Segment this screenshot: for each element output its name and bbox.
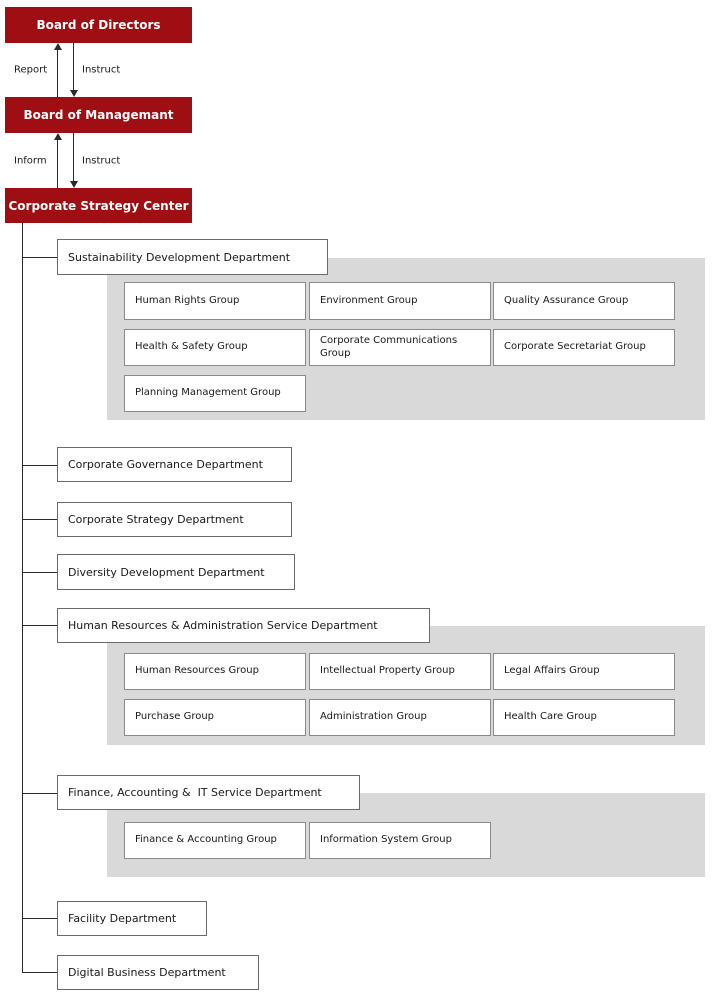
down-arrow-icon	[70, 90, 78, 97]
dept-box-finance: Finance, Accounting & IT Service Department	[57, 775, 360, 810]
group-box-purchase: Purchase Group	[124, 699, 306, 736]
dept-box-diversity: Diversity Development Department	[57, 554, 295, 590]
corporate-strategy-center-box: Corporate Strategy Center	[5, 188, 192, 223]
instruct-label: Instruct	[82, 64, 121, 76]
down-arrow-icon	[70, 181, 78, 188]
board-of-management-box: Board of Managemant	[5, 97, 192, 133]
dept-box-strategy: Corporate Strategy Department	[57, 502, 292, 537]
inform-label: Inform	[14, 155, 47, 166]
branch-line-digital	[22, 972, 57, 973]
group-box-human-rights: Human Rights Group	[124, 282, 306, 320]
group-box-planning-management: Planning Management Group	[124, 375, 306, 412]
group-box-legal-affairs: Legal Affairs Group	[493, 653, 675, 690]
down-arrow-line	[73, 43, 74, 91]
up-arrow-line	[57, 139, 58, 188]
dept-box-digital: Digital Business Department	[57, 955, 259, 990]
group-box-information-system: Information System Group	[309, 822, 491, 859]
link-directors-management	[5, 43, 192, 97]
branch-line-finance	[22, 793, 57, 794]
up-arrow-icon	[54, 43, 62, 50]
dept-box-governance: Corporate Governance Department	[57, 447, 292, 482]
group-box-quality-assurance: Quality Assurance Group	[493, 282, 675, 320]
group-box-finance-accounting: Finance & Accounting Group	[124, 822, 306, 859]
group-box-corporate-secretariat: Corporate Secretariat Group	[493, 329, 675, 366]
group-box-administration: Administration Group	[309, 699, 491, 736]
instruct-label: Instruct	[82, 155, 121, 166]
branch-line-governance	[22, 465, 57, 466]
dept-box-hr-admin: Human Resources & Administration Service Department	[57, 608, 430, 643]
group-box-corporate-communications: Corporate Communications Group	[309, 329, 491, 366]
group-box-environment: Environment Group	[309, 282, 491, 320]
branch-line-strategy	[22, 519, 57, 520]
branch-line-diversity	[22, 572, 57, 573]
branch-line-facility	[22, 918, 57, 919]
dept-box-facility: Facility Department	[57, 901, 207, 936]
report-label: Report	[14, 64, 48, 76]
up-arrow-icon	[54, 133, 62, 140]
link-management-strategy-center	[5, 133, 192, 188]
trunk-line	[22, 223, 23, 973]
branch-line-sustainability	[22, 257, 57, 258]
group-box-health-care: Health Care Group	[493, 699, 675, 736]
group-box-health-safety: Health & Safety Group	[124, 329, 306, 366]
down-arrow-line	[73, 133, 74, 182]
up-arrow-line	[57, 49, 58, 97]
group-box-intellectual-property: Intellectual Property Group	[309, 653, 491, 690]
dept-box-sustainability: Sustainability Development Department	[57, 239, 328, 275]
branch-line-hr-admin	[22, 625, 57, 626]
group-box-human-resources: Human Resources Group	[124, 653, 306, 690]
board-of-directors-box: Board of Directors	[5, 7, 192, 43]
